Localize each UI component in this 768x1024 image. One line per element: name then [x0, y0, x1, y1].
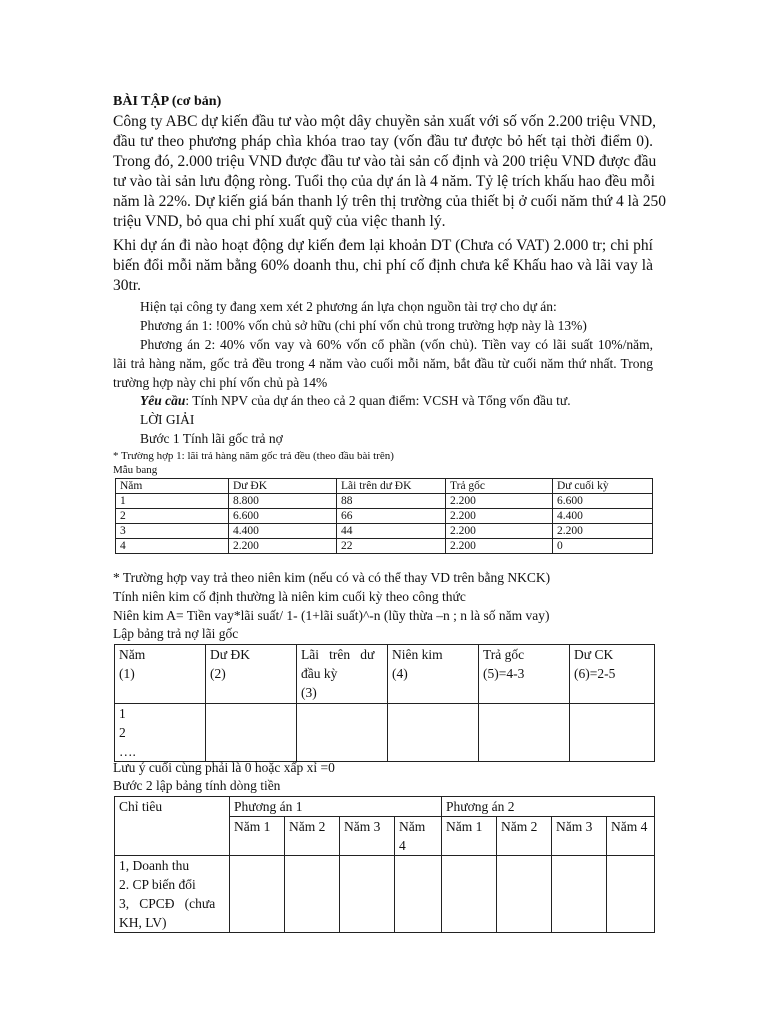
table-header-row: [116, 479, 653, 494]
table-cell: 88: [337, 494, 446, 509]
header-text: 4: [399, 838, 406, 853]
annuity-line: Lập bảng trả nợ lãi gốc: [113, 626, 239, 641]
table-cell: [395, 856, 442, 933]
table-row: [116, 524, 653, 539]
table-cell: 2.200: [446, 524, 553, 539]
table-cell: 2.200: [446, 509, 553, 524]
year-header-cell: Năm 3: [552, 817, 607, 856]
year-header-cell: Năm 1: [442, 817, 497, 856]
table-header-cell: Năm: [116, 479, 229, 494]
annuity-repayment-table: [114, 644, 655, 762]
option-2-line: trường hợp này chi phí vốn chủ pà 14%: [113, 375, 328, 390]
table-cell: 22: [337, 539, 446, 554]
intro-line: đầu tư theo phương pháp chìa khóa trao tay (vốn đầu tư được bỏ hết tại thời điểm 0).: [113, 133, 653, 150]
year-value: ….: [119, 744, 136, 759]
annuity-line: Tính niên kim cố định thường là niên kim cuối kỳ theo công thức: [113, 589, 466, 604]
option-1: Phương án 1: !00% vốn chủ sở hữu (chi phí vốn chủ trong trường hợp này là 13%): [140, 318, 587, 333]
row-label: 1, Doanh thu: [119, 858, 190, 873]
table-cell: [340, 856, 395, 933]
solution-heading: LỜI GIẢI: [140, 412, 195, 427]
note-line: Lưu ý cuối cùng phải là 0 hoặc xấp xỉ =0: [113, 760, 335, 775]
intro-line: năm là 22%. Dự kiến giá bán thanh lý trên thị trường của thiết bị ở cuối năm thứ 4 là 250: [113, 193, 666, 210]
consider-line: Hiện tại công ty đang xem xét 2 phương án lựa chọn nguồn tài trợ cho dự án:: [140, 299, 557, 314]
exercise-title: BÀI TẬP (cơ bản): [113, 94, 222, 109]
table-row: [116, 539, 653, 554]
table-cell: 4.400: [229, 524, 337, 539]
table-cell: 3: [116, 524, 229, 539]
year-header-cell: [395, 817, 442, 856]
header-text: (4): [392, 666, 408, 681]
table-cell: [206, 704, 297, 762]
header-text: Lãi trên dư: [301, 647, 375, 662]
header-text: (1): [119, 666, 135, 681]
intro-line: Công ty ABC dự kiến đầu tư vào một dây chuyền sản xuất với số vốn 2.200 triệu VND,: [113, 113, 657, 130]
table-header-cell: [479, 645, 570, 704]
table-row: [116, 509, 653, 524]
intro-line: 30tr.: [113, 277, 141, 294]
table-cell: [115, 704, 206, 762]
intro-line: biến đổi mỗi năm bằng 60% doanh thu, chi phí cố định chưa kể Khấu hao và lãi vay là: [113, 257, 653, 274]
year-header-cell: Năm 2: [285, 817, 340, 856]
table-header-cell: [206, 645, 297, 704]
table-header-cell: Dư ĐK: [229, 479, 337, 494]
table-header-cell: [297, 645, 388, 704]
loan-table-even-principal: [115, 478, 653, 554]
table-row: [115, 704, 655, 762]
table-cell: [115, 856, 230, 933]
row-label: 2. CP biến đổi: [119, 877, 196, 892]
header-text: Dư ĐK: [210, 647, 250, 662]
table-header-row: [115, 797, 655, 817]
table-cell: 66: [337, 509, 446, 524]
year-header-cell: Năm 1: [230, 817, 285, 856]
step-1-heading: Bước 1 Tính lãi gốc trả nợ: [140, 431, 283, 446]
requirement-text: : Tính NPV của dự án theo cả 2 quan điểm: VCSH và Tổng vốn đầu tư.: [185, 393, 571, 408]
year-header-cell: Năm 2: [497, 817, 552, 856]
table-header-cell: Trả gốc: [446, 479, 553, 494]
option-1-group-header: Phương án 1: [230, 797, 442, 817]
table-row: [115, 856, 655, 933]
table-cell: [442, 856, 497, 933]
table-cell: 2.200: [229, 539, 337, 554]
year-header-cell: Năm 4: [607, 817, 655, 856]
table-cell: [230, 856, 285, 933]
header-text: Dư CK: [574, 647, 614, 662]
table-cell: [552, 856, 607, 933]
header-text: đầu kỳ: [301, 666, 338, 681]
table-cell: 1: [116, 494, 229, 509]
annuity-line: * Trường hợp vay trả theo niên kim (nếu có và có thể thay VD trên bằng NKCK): [113, 570, 551, 585]
intro-line: tư vào tài sản lưu động ròng. Tuổi thọ của dự án là 4 năm. Tỷ lệ trích khấu hao đều mỗi: [113, 173, 655, 190]
cash-flow-table: [114, 796, 655, 933]
requirement-label: Yêu cầu: [140, 393, 186, 408]
table-header-cell: [570, 645, 655, 704]
option-2-line: lãi trả hàng năm, gốc trả đều trong 4 năm vào cuối mỗi năm, bắt đầu từ cuối năm thứ nhất. Trong: [113, 356, 653, 371]
table-row: [116, 494, 653, 509]
table-cell: [497, 856, 552, 933]
table-cell: [570, 704, 655, 762]
table-header-cell: [388, 645, 479, 704]
year-header-cell: Năm 3: [340, 817, 395, 856]
annuity-formula: Niên kim A= Tiền vay*lãi suất/ 1- (1+lãi suất)^-n (lũy thừa –n ; n là số năm vay): [113, 608, 550, 623]
header-text: (3): [301, 685, 317, 700]
table-cell: 6.600: [553, 494, 653, 509]
table-cell: 0: [553, 539, 653, 554]
header-text: (5)=4-3: [483, 666, 525, 681]
table-cell: 8.800: [229, 494, 337, 509]
table-cell: [285, 856, 340, 933]
header-text: Trả gốc: [483, 647, 525, 662]
header-text: Niên kim: [392, 647, 443, 662]
sample-label: Mẫu bang: [113, 464, 158, 476]
table-cell: 2.200: [446, 494, 553, 509]
table-cell: 6.600: [229, 509, 337, 524]
year-value: 2: [119, 725, 126, 740]
requirement-line: [140, 393, 571, 409]
table-cell: [388, 704, 479, 762]
row-label: KH, LV): [119, 915, 167, 930]
case-1-note: * Trường hợp 1: lãi trả hàng năm gốc trả đều (theo đầu bài trên): [113, 450, 394, 462]
intro-line: Khi dự án đi nào hoạt động dự kiến đem lại khoản DT (Chưa có VAT) 2.000 tr; chi phí: [113, 237, 653, 254]
table-cell: [607, 856, 655, 933]
option-2-group-header: Phương án 2: [442, 797, 655, 817]
table-cell: 4: [116, 539, 229, 554]
intro-line: Trong đó, 2.000 triệu VND được đầu tư vào tài sản cố định và 200 triệu VND được đầu: [113, 153, 657, 170]
header-text: Năm: [119, 647, 146, 662]
table-cell: 44: [337, 524, 446, 539]
table-cell: 2.200: [553, 524, 653, 539]
step-2-heading: Bước 2 lập bảng tính dòng tiền: [113, 778, 281, 793]
header-text: Năm: [399, 819, 426, 834]
table-header-cell: [115, 645, 206, 704]
year-value: 1: [119, 706, 126, 721]
table-header-cell: Chỉ tiêu: [115, 797, 230, 856]
table-header-row: [115, 645, 655, 704]
header-text: (2): [210, 666, 226, 681]
header-text: (6)=2-5: [574, 666, 616, 681]
table-cell: [297, 704, 388, 762]
row-label: 3, CPCĐ (chưa: [119, 896, 216, 911]
table-cell: [479, 704, 570, 762]
option-2-line: Phương án 2: 40% vốn vay và 60% vốn cổ phần (vốn chủ). Tiền vay có lãi suất 10%/năm,: [140, 337, 653, 352]
table-header-cell: Lãi trên dư ĐK: [337, 479, 446, 494]
table-cell: 4.400: [553, 509, 653, 524]
table-header-cell: Dư cuối kỳ: [553, 479, 653, 494]
intro-line: triệu VND, bỏ qua chi phí xuất quỹ của việc thanh lý.: [113, 213, 446, 230]
table-cell: 2.200: [446, 539, 553, 554]
table-cell: 2: [116, 509, 229, 524]
